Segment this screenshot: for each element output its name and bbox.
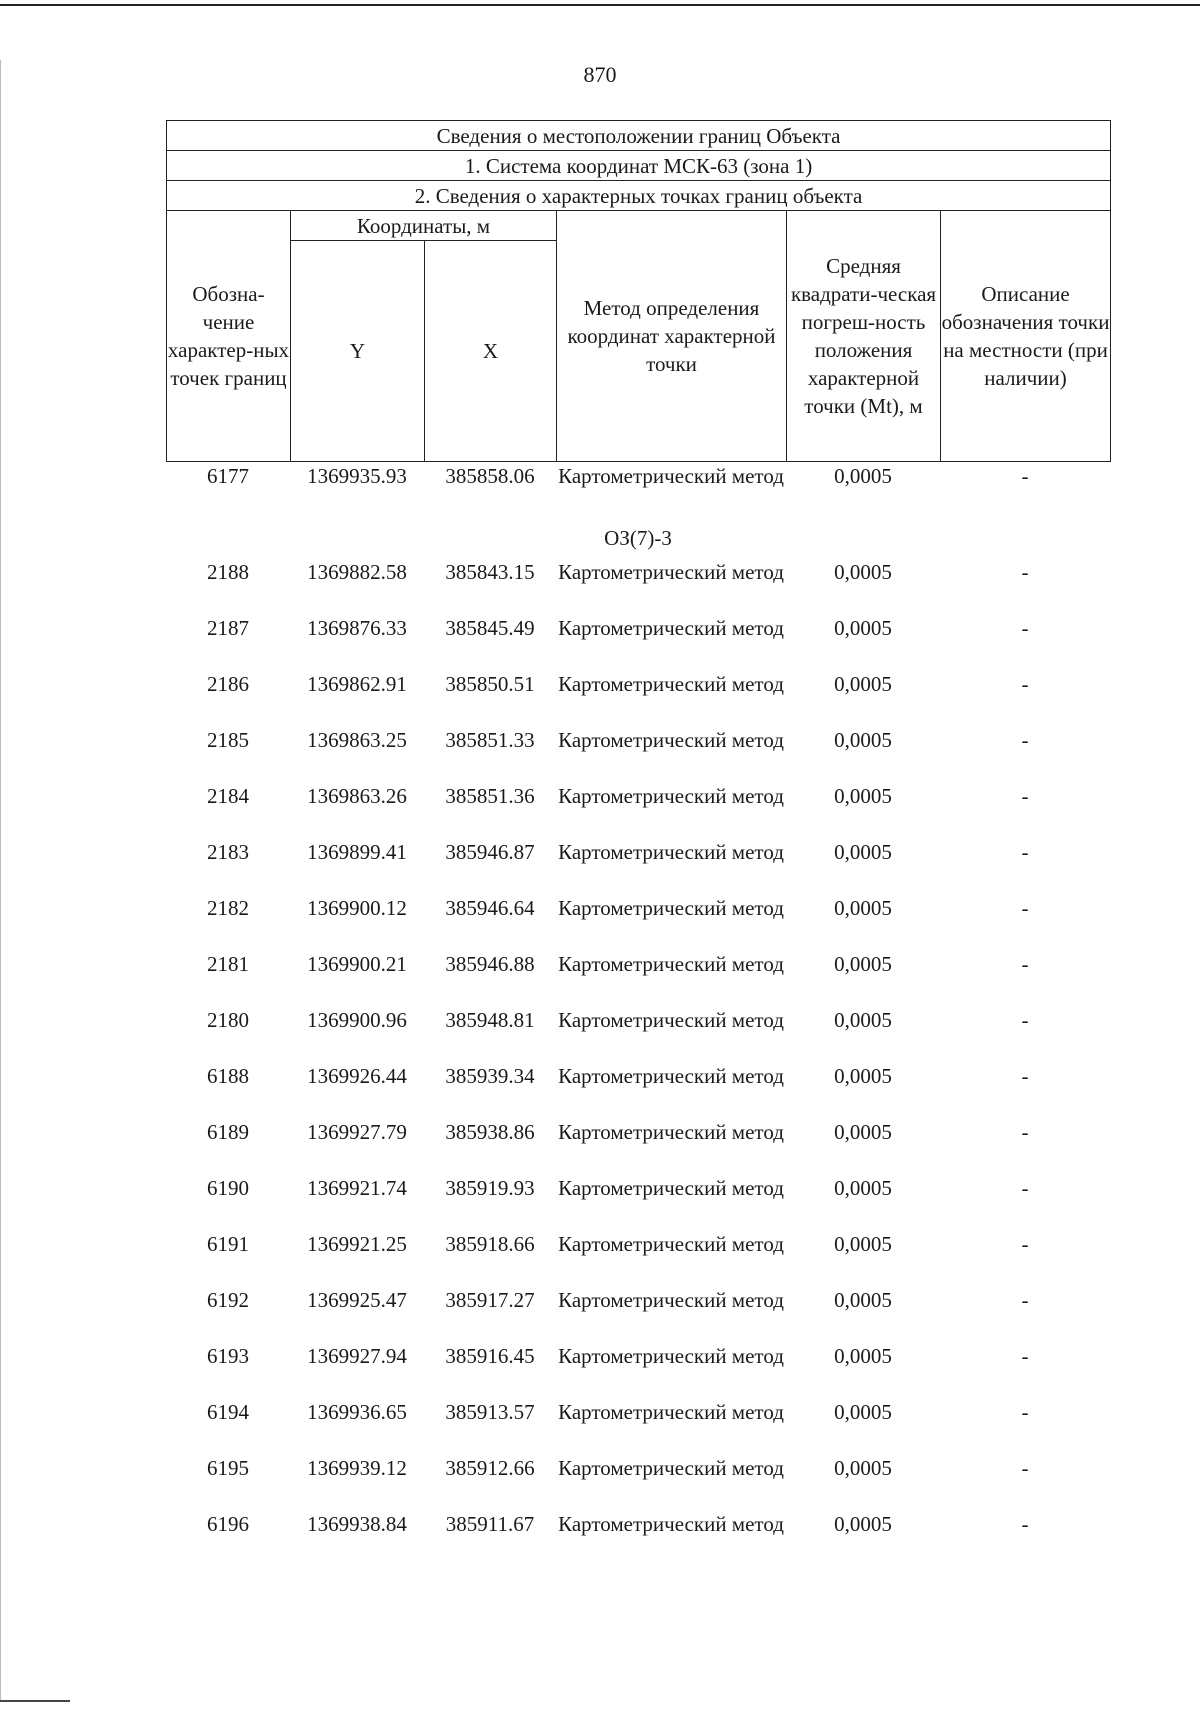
point-y: 1369882.58 (307, 560, 407, 584)
point-method: Картометрический метод (558, 1288, 784, 1312)
point-description: - (1021, 1456, 1029, 1480)
left-margin-rule (0, 60, 1, 1700)
table-row (166, 558, 1110, 614)
point-y: 1369925.47 (307, 1288, 407, 1312)
point-error: 0,0005 (834, 560, 892, 584)
table-body (166, 462, 1110, 1566)
table-title: Сведения о местоположении границ Объекта (167, 121, 1111, 151)
point-error: 0,0005 (834, 1344, 892, 1368)
point-x: 385851.36 (445, 784, 535, 808)
boundary-points-table-header (166, 120, 1111, 462)
point-y: 1369900.21 (307, 952, 407, 976)
point-description: - (1021, 1344, 1029, 1368)
point-error: 0,0005 (834, 464, 892, 488)
point-description: - (1021, 1120, 1029, 1144)
header-designation: Обозна-чение характер-ных точек границ (167, 211, 291, 462)
point-id: 6196 (207, 1512, 249, 1536)
point-y: 1369921.74 (307, 1176, 407, 1200)
point-error: 0,0005 (834, 1512, 892, 1536)
point-error: 0,0005 (834, 1008, 892, 1032)
point-description: - (1021, 896, 1029, 920)
point-id: 6193 (207, 1344, 249, 1368)
point-method: Картометрический метод (558, 784, 784, 808)
header-x: X (425, 241, 557, 462)
point-description: - (1021, 560, 1029, 584)
table-row (166, 1006, 1110, 1062)
header-description: Описание обозначения точки на местности (при наличии) (941, 211, 1111, 462)
top-rule (0, 4, 1200, 6)
point-error: 0,0005 (834, 952, 892, 976)
point-description: - (1021, 1232, 1029, 1256)
document-page (166, 120, 1110, 1566)
point-id: 6195 (207, 1456, 249, 1480)
point-x: 385939.34 (445, 1064, 535, 1088)
point-method: Картометрический метод (558, 896, 784, 920)
point-method: Картометрический метод (558, 1344, 784, 1368)
header-coordinates: Координаты, м (291, 211, 557, 241)
page-number: 870 (583, 62, 617, 87)
point-x: 385858.06 (445, 464, 535, 488)
point-error: 0,0005 (834, 1176, 892, 1200)
point-method: Картометрический метод (558, 1232, 784, 1256)
point-error: 0,0005 (834, 1120, 892, 1144)
point-error: 0,0005 (834, 840, 892, 864)
point-id: 6189 (207, 1120, 249, 1144)
coordinate-system: 1. Система координат МСК-63 (зона 1) (167, 151, 1111, 181)
point-x: 385912.66 (445, 1456, 535, 1480)
point-method: Картометрический метод (558, 1400, 784, 1424)
point-error: 0,0005 (834, 1288, 892, 1312)
point-y: 1369863.26 (307, 784, 407, 808)
table-row (166, 1062, 1110, 1118)
point-error: 0,0005 (834, 1456, 892, 1480)
point-error: 0,0005 (834, 1232, 892, 1256)
table-row (166, 614, 1110, 670)
point-description: - (1021, 1176, 1029, 1200)
point-method: Картометрический метод (558, 840, 784, 864)
point-method: Картометрический метод (558, 1176, 784, 1200)
point-x: 385946.87 (445, 840, 535, 864)
point-x: 385843.15 (445, 560, 535, 584)
table-row (166, 894, 1110, 950)
point-description: - (1021, 672, 1029, 696)
point-x: 385851.33 (445, 728, 535, 752)
point-description: - (1021, 952, 1029, 976)
point-method: Картометрический метод (558, 1008, 784, 1032)
table-row (166, 1342, 1110, 1398)
point-x: 385917.27 (445, 1288, 535, 1312)
point-x: 385918.66 (445, 1232, 535, 1256)
point-description: - (1021, 1288, 1029, 1312)
point-description: - (1021, 1064, 1029, 1088)
point-x: 385913.57 (445, 1400, 535, 1424)
point-error: 0,0005 (834, 784, 892, 808)
point-x: 385919.93 (445, 1176, 535, 1200)
point-description: - (1021, 784, 1029, 808)
point-y: 1369938.84 (307, 1512, 407, 1536)
table-row (166, 838, 1110, 894)
point-method: Картометрический метод (558, 1064, 784, 1088)
header-y: Y (291, 241, 425, 462)
point-id: 2186 (207, 672, 249, 696)
point-y: 1369900.96 (307, 1008, 407, 1032)
point-id: 2185 (207, 728, 249, 752)
point-y: 1369927.79 (307, 1120, 407, 1144)
bottom-rule (0, 1700, 70, 1702)
table-subtitle: 2. Сведения о характерных точках границ объекта (167, 181, 1111, 211)
point-description: - (1021, 1512, 1029, 1536)
point-y: 1369927.94 (307, 1344, 407, 1368)
point-id: 2188 (207, 560, 249, 584)
point-y: 1369926.44 (307, 1064, 407, 1088)
point-id: 6188 (207, 1064, 249, 1088)
table-row (166, 726, 1110, 782)
point-y: 1369936.65 (307, 1400, 407, 1424)
table-row (166, 462, 1110, 518)
point-description: - (1021, 1400, 1029, 1424)
point-id: 6177 (207, 464, 249, 488)
point-id: 6194 (207, 1400, 249, 1424)
point-error: 0,0005 (834, 896, 892, 920)
table-row (166, 950, 1110, 1006)
point-id: 2187 (207, 616, 249, 640)
table-row (166, 1286, 1110, 1342)
point-method: Картометрический метод (558, 616, 784, 640)
point-error: 0,0005 (834, 616, 892, 640)
point-method: Картометрический метод (558, 952, 784, 976)
point-description: - (1021, 728, 1029, 752)
point-method: Картометрический метод (558, 672, 784, 696)
section-label: ОЗ(7)-3 (604, 526, 672, 550)
point-id: 2181 (207, 952, 249, 976)
table-row (166, 1510, 1110, 1566)
point-id: 6190 (207, 1176, 249, 1200)
point-x: 385916.45 (445, 1344, 535, 1368)
point-y: 1369921.25 (307, 1232, 407, 1256)
point-id: 2184 (207, 784, 249, 808)
point-description: - (1021, 616, 1029, 640)
point-y: 1369900.12 (307, 896, 407, 920)
rows-container (166, 558, 1110, 1566)
point-y: 1369939.12 (307, 1456, 407, 1480)
point-method: Картометрический метод (558, 1120, 784, 1144)
table-row (166, 1174, 1110, 1230)
table-row (166, 1454, 1110, 1510)
point-y: 1369876.33 (307, 616, 407, 640)
point-id: 2182 (207, 896, 249, 920)
point-method: Картометрический метод (558, 1456, 784, 1480)
table-row (166, 1118, 1110, 1174)
point-error: 0,0005 (834, 1400, 892, 1424)
point-error: 0,0005 (834, 672, 892, 696)
point-method: Картометрический метод (558, 1512, 784, 1536)
point-y: 1369862.91 (307, 672, 407, 696)
point-description: - (1021, 840, 1029, 864)
point-method: Картометрический метод (558, 728, 784, 752)
point-id: 6192 (207, 1288, 249, 1312)
point-method: Картометрический метод (558, 560, 784, 584)
point-x: 385946.64 (445, 896, 535, 920)
point-y: 1369935.93 (307, 464, 407, 488)
table-row (166, 782, 1110, 838)
point-id: 6191 (207, 1232, 249, 1256)
point-x: 385946.88 (445, 952, 535, 976)
point-x: 385845.49 (445, 616, 535, 640)
point-x: 385850.51 (445, 672, 535, 696)
point-x: 385911.67 (445, 1512, 535, 1536)
point-method: Картометрический метод (558, 464, 784, 488)
header-method: Метод определения координат характерной точки (557, 211, 787, 462)
point-x: 385948.81 (445, 1008, 535, 1032)
table-row (166, 1398, 1110, 1454)
point-y: 1369863.25 (307, 728, 407, 752)
point-id: 2180 (207, 1008, 249, 1032)
table-row (166, 1230, 1110, 1286)
header-error: Средняя квадрати-ческая погреш-ность положения характерной точки (Mt), м (787, 211, 941, 462)
point-x: 385938.86 (445, 1120, 535, 1144)
point-error: 0,0005 (834, 728, 892, 752)
point-id: 2183 (207, 840, 249, 864)
point-description: - (1021, 464, 1029, 488)
point-y: 1369899.41 (307, 840, 407, 864)
point-error: 0,0005 (834, 1064, 892, 1088)
point-description: - (1021, 1008, 1029, 1032)
table-row (166, 670, 1110, 726)
